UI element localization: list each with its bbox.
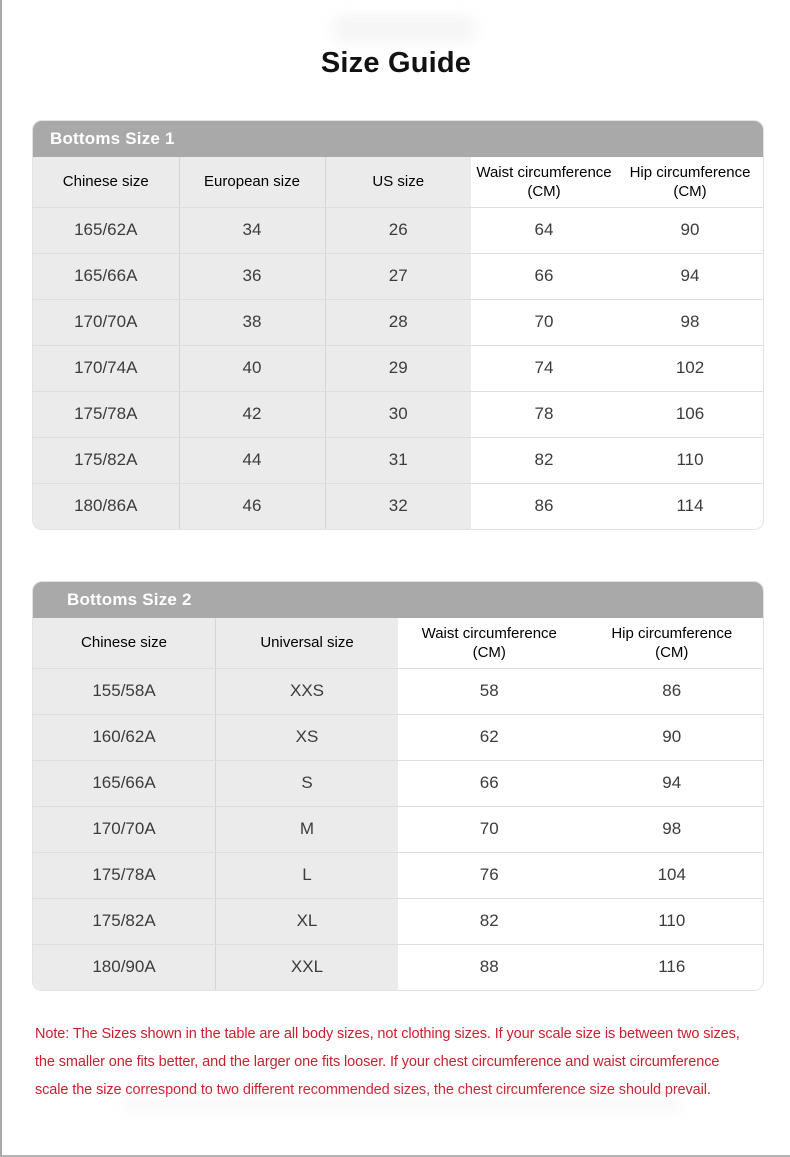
table-cell: 29: [325, 345, 471, 391]
table-cell: 102: [617, 345, 763, 391]
table-title: Bottoms Size 2: [67, 590, 192, 609]
column-header-unit: (CM): [527, 182, 561, 200]
column-header-label: Universal size: [260, 634, 354, 652]
table-cell: 82: [398, 898, 581, 944]
table-title-bar: [33, 582, 763, 618]
table-row: [33, 944, 763, 990]
table-cell: 104: [581, 852, 764, 898]
table-cell: 90: [581, 714, 764, 760]
table-cell: 155/58A: [33, 668, 216, 714]
table-title: Bottoms Size 1: [50, 129, 175, 148]
column-header: [581, 618, 764, 668]
table-cell: 114: [617, 483, 763, 529]
table-row: [33, 852, 763, 898]
column-header-unit: (CM): [655, 643, 689, 661]
table-cell: 110: [581, 898, 764, 944]
table-cell: 165/66A: [33, 253, 179, 299]
table-row: [33, 668, 763, 714]
table-row: [33, 806, 763, 852]
table-cell: 31: [325, 437, 471, 483]
column-header: [325, 157, 471, 207]
column-header-label: US size: [372, 173, 425, 191]
column-header-label: Waist circumference: [421, 624, 557, 642]
table-cell: 110: [617, 437, 763, 483]
table-cell: 170/74A: [33, 345, 179, 391]
table-cell: 175/82A: [33, 437, 179, 483]
table-row: [33, 299, 763, 345]
table-cell: 64: [471, 207, 617, 253]
table-cell: 94: [617, 253, 763, 299]
column-header-label: Hip circumference: [611, 624, 733, 642]
table-cell: XL: [216, 898, 399, 944]
table-row: [33, 207, 763, 253]
table-title-bar: [33, 121, 763, 157]
column-header-row: [33, 157, 763, 207]
table-cell: 58: [398, 668, 581, 714]
table-cell: 88: [398, 944, 581, 990]
table-row: [33, 483, 763, 529]
table-cell: XS: [216, 714, 399, 760]
table-cell: 106: [617, 391, 763, 437]
table-cell: 40: [179, 345, 325, 391]
table-cell: 28: [325, 299, 471, 345]
table-cell: 90: [617, 207, 763, 253]
table-cell: 76: [398, 852, 581, 898]
table-cell: 38: [179, 299, 325, 345]
table-cell: 32: [325, 483, 471, 529]
column-header: [33, 618, 216, 668]
table-cell: 165/66A: [33, 760, 216, 806]
faint-watermark-top: [334, 16, 474, 42]
table-cell: 82: [471, 437, 617, 483]
table-cell: 86: [581, 668, 764, 714]
table-row: [33, 898, 763, 944]
column-header: [617, 157, 763, 207]
column-header-label: Hip circumference: [629, 163, 751, 181]
column-header: [33, 157, 179, 207]
table-cell: 180/90A: [33, 944, 216, 990]
table-cell: 170/70A: [33, 299, 179, 345]
table-cell: 70: [471, 299, 617, 345]
table-cell: 170/70A: [33, 806, 216, 852]
column-header-row: [33, 618, 763, 668]
table-cell: 44: [179, 437, 325, 483]
table-cell: 175/78A: [33, 852, 216, 898]
column-header-label: European size: [204, 173, 300, 191]
table-cell: 36: [179, 253, 325, 299]
table-cell: S: [216, 760, 399, 806]
table-cell: 98: [617, 299, 763, 345]
table-cell: 94: [581, 760, 764, 806]
column-header-label: Chinese size: [62, 173, 149, 191]
size-note-text: Note: The Sizes shown in the table are all body sizes, not clothing sizes. If your scale size is between two sizes, the smaller one fits better, and the larger one fits looser. If your chest circumference and waist circumference scale the size correspond to two different recommended sizes, the chest circumference size should prevail.: [35, 1026, 740, 1098]
table-row: [33, 391, 763, 437]
table-row: [33, 437, 763, 483]
table-cell: 78: [471, 391, 617, 437]
column-header-label: Waist circumference: [476, 163, 612, 181]
table-cell: 175/82A: [33, 898, 216, 944]
table-cell: 42: [179, 391, 325, 437]
table-cell: 165/62A: [33, 207, 179, 253]
table-cell: 86: [471, 483, 617, 529]
column-header-unit: (CM): [472, 643, 506, 661]
table-cell: 30: [325, 391, 471, 437]
table-cell: XXS: [216, 668, 399, 714]
table-cell: 34: [179, 207, 325, 253]
table-cell: L: [216, 852, 399, 898]
table-row: [33, 760, 763, 806]
size-table-card: [32, 120, 764, 530]
column-header-label: Chinese size: [81, 634, 167, 652]
table-cell: 46: [179, 483, 325, 529]
table-cell: 62: [398, 714, 581, 760]
table-cell: 160/62A: [33, 714, 216, 760]
table-cell: 74: [471, 345, 617, 391]
table-cell: 116: [581, 944, 764, 990]
column-header: [398, 618, 581, 668]
table-cell: M: [216, 806, 399, 852]
table-row: [33, 345, 763, 391]
column-header-unit: (CM): [673, 182, 707, 200]
size-table-card: [32, 581, 764, 991]
table-cell: 66: [398, 760, 581, 806]
table-cell: 98: [581, 806, 764, 852]
table-cell: 66: [471, 253, 617, 299]
size-tables-container: [2, 120, 790, 991]
table-cell: 70: [398, 806, 581, 852]
table-row: [33, 714, 763, 760]
page-title: Size Guide: [320, 47, 472, 79]
column-header: [179, 157, 325, 207]
table-cell: XXL: [216, 944, 399, 990]
column-header: [216, 618, 399, 668]
size-table: [33, 157, 763, 529]
column-header: [471, 157, 617, 207]
table-row: [33, 253, 763, 299]
table-cell: 26: [325, 207, 471, 253]
table-cell: 175/78A: [33, 391, 179, 437]
table-cell: 180/86A: [33, 483, 179, 529]
size-table: [33, 618, 763, 990]
table-cell: 27: [325, 253, 471, 299]
